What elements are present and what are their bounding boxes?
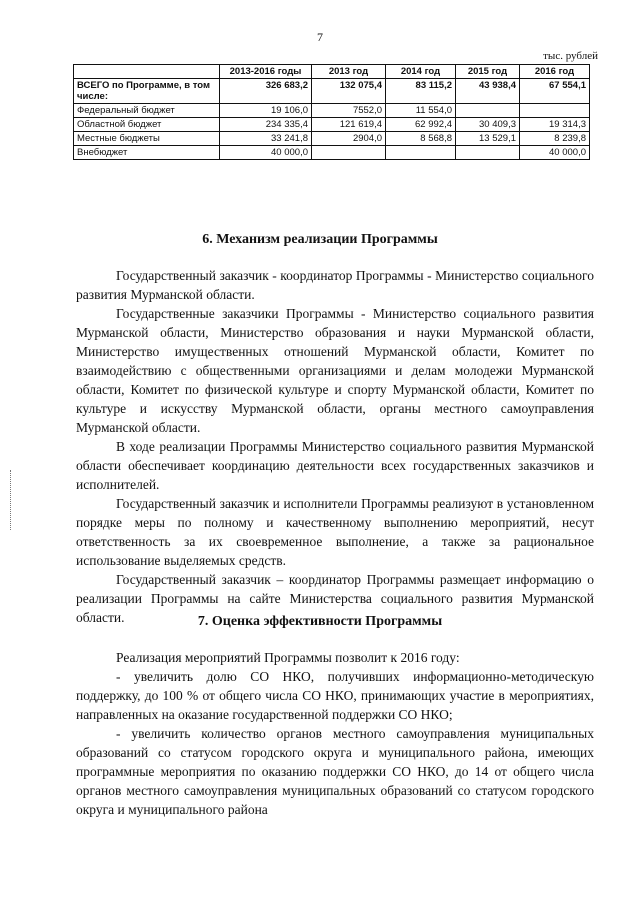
- section-6-body: [76, 266, 594, 627]
- table-header-cell: 2014 год: [386, 65, 456, 79]
- margin-mark: [10, 470, 13, 530]
- table-cell: [520, 104, 590, 118]
- row-label: ВСЕГО по Программе, в том числе:: [74, 79, 220, 104]
- table-cell: 62 992,4: [386, 118, 456, 132]
- paragraph: Государственный заказчик - координатор Программы - Министерство социального развития Мурманской области.: [76, 268, 594, 302]
- table-row: [74, 146, 590, 160]
- table-row: [74, 79, 590, 104]
- table-cell: 11 554,0: [386, 104, 456, 118]
- table-row: [74, 118, 590, 132]
- section-6-title: 6. Механизм реализации Программы: [202, 232, 438, 247]
- table-cell: 83 115,2: [386, 79, 456, 104]
- paragraph: Государственные заказчики Программы - Министерство социального развития Мурманской области, Министерство образования и науки Мурманской области, Министерство имущественных отношений Мурманской области, Комитет по взаимодействию с общественными организациями и делам молодежи Мурманской области, Комитет по физической культуре и спорту Мурманской области, Комитет по культуре и искусству Мурманской области, органы местного самоуправления Мурманской области.: [76, 306, 594, 435]
- table-cell: 40 000,0: [520, 146, 590, 160]
- table-cell: 132 075,4: [312, 79, 386, 104]
- table-cell: 19 106,0: [220, 104, 312, 118]
- table-cell: [386, 146, 456, 160]
- table-cell: 30 409,3: [456, 118, 520, 132]
- table-header-cell: [74, 65, 220, 79]
- row-label: Федеральный бюджет: [74, 104, 220, 118]
- row-label: Внебюджет: [74, 146, 220, 160]
- table-cell: 19 314,3: [520, 118, 590, 132]
- table-cell: 8 239,8: [520, 132, 590, 146]
- table-cell: 43 938,4: [456, 79, 520, 104]
- table-header-cell: 2013 год: [312, 65, 386, 79]
- paragraph: Государственный заказчик – координатор Программы размещает информацию о реализации Программы на сайте Министерства социального развития Мурманской области.: [76, 572, 594, 625]
- row-label: Местные бюджеты: [74, 132, 220, 146]
- table-cell: 234 335,4: [220, 118, 312, 132]
- paragraph: Реализация мероприятий Программы позволит к 2016 году:: [116, 650, 460, 665]
- table-cell: [456, 104, 520, 118]
- table-row: [74, 104, 590, 118]
- section-7-title: 7. Оценка эффективности Программы: [197, 614, 443, 629]
- table-cell: 2904,0: [312, 132, 386, 146]
- table-cell: 7552,0: [312, 104, 386, 118]
- table-cell: [456, 146, 520, 160]
- row-label: Областной бюджет: [74, 118, 220, 132]
- table-cell: [312, 146, 386, 160]
- table-header-cell: 2016 год: [520, 65, 590, 79]
- table-row: [74, 132, 590, 146]
- page-number: 7: [317, 30, 323, 44]
- table-cell: 326 683,2: [220, 79, 312, 104]
- budget-table: [73, 64, 590, 160]
- table-header-cell: 2013-2016 годы: [220, 65, 312, 79]
- table-cell: 67 554,1: [520, 79, 590, 104]
- list-item: - увеличить долю СО НКО, получивших информационно-методическую поддержку, до 100 % от общего числа СО НКО, принимающих участие в мероприятиях, направленных на оказание государственной поддержки СО НКО;: [76, 669, 594, 722]
- table-cell: 40 000,0: [220, 146, 312, 160]
- table-cell: 121 619,4: [312, 118, 386, 132]
- section-7-body: [76, 648, 594, 819]
- paragraph: Государственный заказчик и исполнители Программы реализуют в установленном порядке меры по полному и качественному выполнению мероприятий, несут ответственность за их своевременное выполнение, а также за рациональное использование выделяемых средств.: [76, 496, 594, 568]
- units-label: тыс. рублей: [543, 50, 598, 62]
- table-header-row: [74, 65, 590, 79]
- list-item: - увеличить количество органов местного самоуправления муниципальных образований со статусом городского округа и муниципального района, имеющих программные мероприятия по оказанию поддержки СО НКО, до 14 от общего числа органов местного самоуправления муниципальных образований со статусом городского округа и муниципального района: [76, 726, 594, 817]
- table-header-cell: 2015 год: [456, 65, 520, 79]
- table-cell: 8 568,8: [386, 132, 456, 146]
- table-cell: 33 241,8: [220, 132, 312, 146]
- paragraph: В ходе реализации Программы Министерство социального развития Мурманской области обеспечивает координацию деятельности всех государственных заказчиков и исполнителей.: [76, 439, 594, 492]
- table-cell: 13 529,1: [456, 132, 520, 146]
